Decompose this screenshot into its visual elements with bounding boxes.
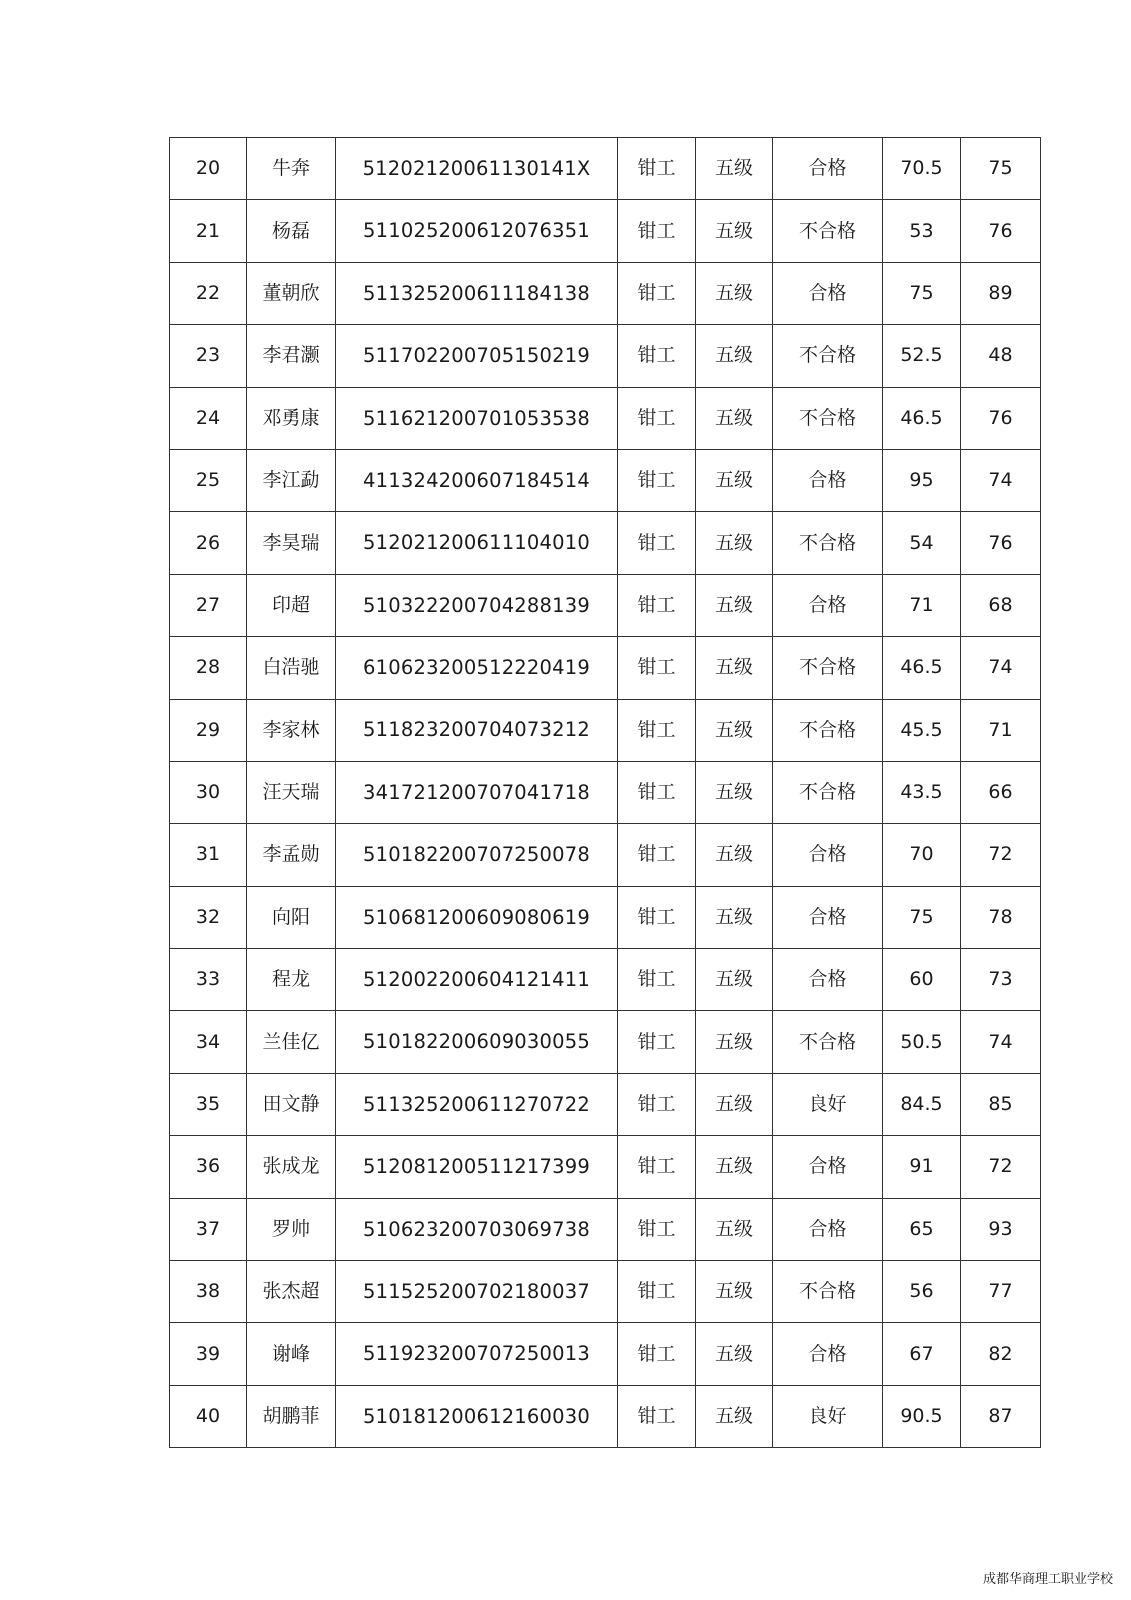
score-practice-cell: 76 (961, 512, 1041, 574)
level-cell: 五级 (696, 699, 773, 761)
score-practice-cell: 93 (961, 1198, 1041, 1260)
name-cell: 张杰超 (247, 1261, 336, 1323)
row-number-cell: 31 (170, 824, 247, 886)
trade-cell: 钳工 (618, 824, 696, 886)
score-practice-cell: 73 (961, 949, 1041, 1011)
score-theory-cell: 46.5 (883, 637, 961, 699)
score-theory-cell: 75 (883, 886, 961, 948)
score-theory-cell: 54 (883, 512, 961, 574)
name-cell: 李江勐 (247, 449, 336, 511)
result-cell: 良好 (773, 1073, 883, 1135)
name-cell: 印超 (247, 574, 336, 636)
score-practice-cell: 77 (961, 1261, 1041, 1323)
trade-cell: 钳工 (618, 1323, 696, 1385)
level-cell: 五级 (696, 824, 773, 886)
level-cell: 五级 (696, 1323, 773, 1385)
level-cell: 五级 (696, 886, 773, 948)
score-theory-cell: 67 (883, 1323, 961, 1385)
id-number-cell: 512081200511217399 (336, 1136, 618, 1198)
trade-cell: 钳工 (618, 262, 696, 324)
result-cell: 合格 (773, 1198, 883, 1260)
level-cell: 五级 (696, 138, 773, 200)
table-row (170, 824, 1041, 886)
level-cell: 五级 (696, 387, 773, 449)
row-number-cell: 21 (170, 200, 247, 262)
table-row (170, 699, 1041, 761)
row-number-cell: 23 (170, 325, 247, 387)
table-row (170, 886, 1041, 948)
name-cell: 杨磊 (247, 200, 336, 262)
table-row (170, 449, 1041, 511)
id-number-cell: 510322200704288139 (336, 574, 618, 636)
score-practice-cell: 74 (961, 449, 1041, 511)
id-number-cell: 510681200609080619 (336, 886, 618, 948)
score-practice-cell: 82 (961, 1323, 1041, 1385)
score-practice-cell: 85 (961, 1073, 1041, 1135)
name-cell: 程龙 (247, 949, 336, 1011)
score-theory-cell: 75 (883, 262, 961, 324)
row-number-cell: 26 (170, 512, 247, 574)
level-cell: 五级 (696, 1011, 773, 1073)
score-theory-cell: 90.5 (883, 1385, 961, 1447)
result-cell: 不合格 (773, 699, 883, 761)
trade-cell: 钳工 (618, 1011, 696, 1073)
trade-cell: 钳工 (618, 1136, 696, 1198)
id-number-cell: 610623200512220419 (336, 637, 618, 699)
score-practice-cell: 74 (961, 1011, 1041, 1073)
trade-cell: 钳工 (618, 699, 696, 761)
score-theory-cell: 50.5 (883, 1011, 961, 1073)
score-practice-cell: 89 (961, 262, 1041, 324)
result-cell: 不合格 (773, 761, 883, 823)
table-body (170, 138, 1041, 1448)
trade-cell: 钳工 (618, 1198, 696, 1260)
row-number-cell: 37 (170, 1198, 247, 1260)
name-cell: 李孟勋 (247, 824, 336, 886)
result-cell: 不合格 (773, 387, 883, 449)
name-cell: 董朝欣 (247, 262, 336, 324)
id-number-cell: 510181200612160030 (336, 1385, 618, 1447)
level-cell: 五级 (696, 262, 773, 324)
score-theory-cell: 60 (883, 949, 961, 1011)
result-cell: 合格 (773, 449, 883, 511)
level-cell: 五级 (696, 325, 773, 387)
row-number-cell: 35 (170, 1073, 247, 1135)
score-practice-cell: 68 (961, 574, 1041, 636)
id-number-cell: 511325200611184138 (336, 262, 618, 324)
name-cell: 兰佳亿 (247, 1011, 336, 1073)
result-cell: 不合格 (773, 512, 883, 574)
row-number-cell: 24 (170, 387, 247, 449)
level-cell: 五级 (696, 574, 773, 636)
row-number-cell: 27 (170, 574, 247, 636)
row-number-cell: 33 (170, 949, 247, 1011)
id-number-cell: 511621200701053538 (336, 387, 618, 449)
level-cell: 五级 (696, 1385, 773, 1447)
row-number-cell: 32 (170, 886, 247, 948)
row-number-cell: 34 (170, 1011, 247, 1073)
result-cell: 不合格 (773, 1011, 883, 1073)
name-cell: 谢峰 (247, 1323, 336, 1385)
name-cell: 罗帅 (247, 1198, 336, 1260)
table-row (170, 387, 1041, 449)
id-number-cell: 510623200703069738 (336, 1198, 618, 1260)
result-cell: 合格 (773, 574, 883, 636)
score-theory-cell: 71 (883, 574, 961, 636)
name-cell: 张成龙 (247, 1136, 336, 1198)
table-row (170, 1323, 1041, 1385)
name-cell: 胡鹏菲 (247, 1385, 336, 1447)
table-row (170, 574, 1041, 636)
score-theory-cell: 65 (883, 1198, 961, 1260)
trade-cell: 钳工 (618, 949, 696, 1011)
trade-cell: 钳工 (618, 637, 696, 699)
name-cell: 李家林 (247, 699, 336, 761)
id-number-cell: 511923200707250013 (336, 1323, 618, 1385)
id-number-cell: 512002200604121411 (336, 949, 618, 1011)
trade-cell: 钳工 (618, 1261, 696, 1323)
trade-cell: 钳工 (618, 1385, 696, 1447)
id-number-cell: 411324200607184514 (336, 449, 618, 511)
level-cell: 五级 (696, 512, 773, 574)
result-cell: 合格 (773, 1323, 883, 1385)
level-cell: 五级 (696, 1198, 773, 1260)
level-cell: 五级 (696, 200, 773, 262)
trade-cell: 钳工 (618, 387, 696, 449)
id-number-cell: 511702200705150219 (336, 325, 618, 387)
trade-cell: 钳工 (618, 325, 696, 387)
score-theory-cell: 84.5 (883, 1073, 961, 1135)
score-practice-cell: 72 (961, 1136, 1041, 1198)
score-practice-cell: 76 (961, 387, 1041, 449)
table-row (170, 138, 1041, 200)
score-practice-cell: 87 (961, 1385, 1041, 1447)
table-row (170, 637, 1041, 699)
result-cell: 不合格 (773, 637, 883, 699)
row-number-cell: 29 (170, 699, 247, 761)
level-cell: 五级 (696, 1073, 773, 1135)
table-row (170, 1011, 1041, 1073)
result-cell: 合格 (773, 1136, 883, 1198)
id-number-cell: 510182200707250078 (336, 824, 618, 886)
score-practice-cell: 71 (961, 699, 1041, 761)
table-row (170, 325, 1041, 387)
result-cell: 不合格 (773, 325, 883, 387)
name-cell: 牛奔 (247, 138, 336, 200)
trade-cell: 钳工 (618, 886, 696, 948)
score-theory-cell: 56 (883, 1261, 961, 1323)
score-practice-cell: 75 (961, 138, 1041, 200)
table-row (170, 949, 1041, 1011)
score-practice-cell: 48 (961, 325, 1041, 387)
row-number-cell: 38 (170, 1261, 247, 1323)
name-cell: 田文静 (247, 1073, 336, 1135)
score-theory-cell: 53 (883, 200, 961, 262)
score-theory-cell: 46.5 (883, 387, 961, 449)
level-cell: 五级 (696, 1136, 773, 1198)
name-cell: 白浩驰 (247, 637, 336, 699)
score-practice-cell: 66 (961, 761, 1041, 823)
id-number-cell: 511325200611270722 (336, 1073, 618, 1135)
result-cell: 良好 (773, 1385, 883, 1447)
results-table (169, 137, 1041, 1448)
id-number-cell: 511025200612076351 (336, 200, 618, 262)
level-cell: 五级 (696, 761, 773, 823)
table-row (170, 200, 1041, 262)
table-row (170, 1198, 1041, 1260)
score-theory-cell: 70 (883, 824, 961, 886)
name-cell: 李昊瑞 (247, 512, 336, 574)
table-row (170, 1136, 1041, 1198)
row-number-cell: 25 (170, 449, 247, 511)
level-cell: 五级 (696, 949, 773, 1011)
id-number-cell: 512021200611104010 (336, 512, 618, 574)
result-cell: 不合格 (773, 200, 883, 262)
id-number-cell: 51202120061130141X (336, 138, 618, 200)
row-number-cell: 30 (170, 761, 247, 823)
result-cell: 合格 (773, 138, 883, 200)
result-cell: 合格 (773, 886, 883, 948)
score-theory-cell: 45.5 (883, 699, 961, 761)
result-cell: 合格 (773, 262, 883, 324)
score-theory-cell: 70.5 (883, 138, 961, 200)
score-practice-cell: 76 (961, 200, 1041, 262)
row-number-cell: 36 (170, 1136, 247, 1198)
score-theory-cell: 91 (883, 1136, 961, 1198)
level-cell: 五级 (696, 1261, 773, 1323)
table-row (170, 1073, 1041, 1135)
trade-cell: 钳工 (618, 138, 696, 200)
score-theory-cell: 95 (883, 449, 961, 511)
footer-school-name: 成都华商理工职业学校 (982, 1572, 1113, 1587)
table-row (170, 761, 1041, 823)
row-number-cell: 22 (170, 262, 247, 324)
trade-cell: 钳工 (618, 761, 696, 823)
score-theory-cell: 43.5 (883, 761, 961, 823)
name-cell: 向阳 (247, 886, 336, 948)
table-row (170, 1261, 1041, 1323)
score-practice-cell: 74 (961, 637, 1041, 699)
result-cell: 合格 (773, 824, 883, 886)
row-number-cell: 20 (170, 138, 247, 200)
name-cell: 李君灏 (247, 325, 336, 387)
level-cell: 五级 (696, 637, 773, 699)
name-cell: 汪天瑞 (247, 761, 336, 823)
table-row (170, 262, 1041, 324)
trade-cell: 钳工 (618, 1073, 696, 1135)
name-cell: 邓勇康 (247, 387, 336, 449)
trade-cell: 钳工 (618, 449, 696, 511)
id-number-cell: 341721200707041718 (336, 761, 618, 823)
row-number-cell: 39 (170, 1323, 247, 1385)
score-theory-cell: 52.5 (883, 325, 961, 387)
score-practice-cell: 78 (961, 886, 1041, 948)
table-row (170, 512, 1041, 574)
id-number-cell: 510182200609030055 (336, 1011, 618, 1073)
trade-cell: 钳工 (618, 200, 696, 262)
table-row (170, 1385, 1041, 1447)
result-cell: 合格 (773, 949, 883, 1011)
row-number-cell: 40 (170, 1385, 247, 1447)
result-cell: 不合格 (773, 1261, 883, 1323)
score-practice-cell: 72 (961, 824, 1041, 886)
trade-cell: 钳工 (618, 512, 696, 574)
level-cell: 五级 (696, 449, 773, 511)
trade-cell: 钳工 (618, 574, 696, 636)
row-number-cell: 28 (170, 637, 247, 699)
id-number-cell: 511823200704073212 (336, 699, 618, 761)
id-number-cell: 511525200702180037 (336, 1261, 618, 1323)
